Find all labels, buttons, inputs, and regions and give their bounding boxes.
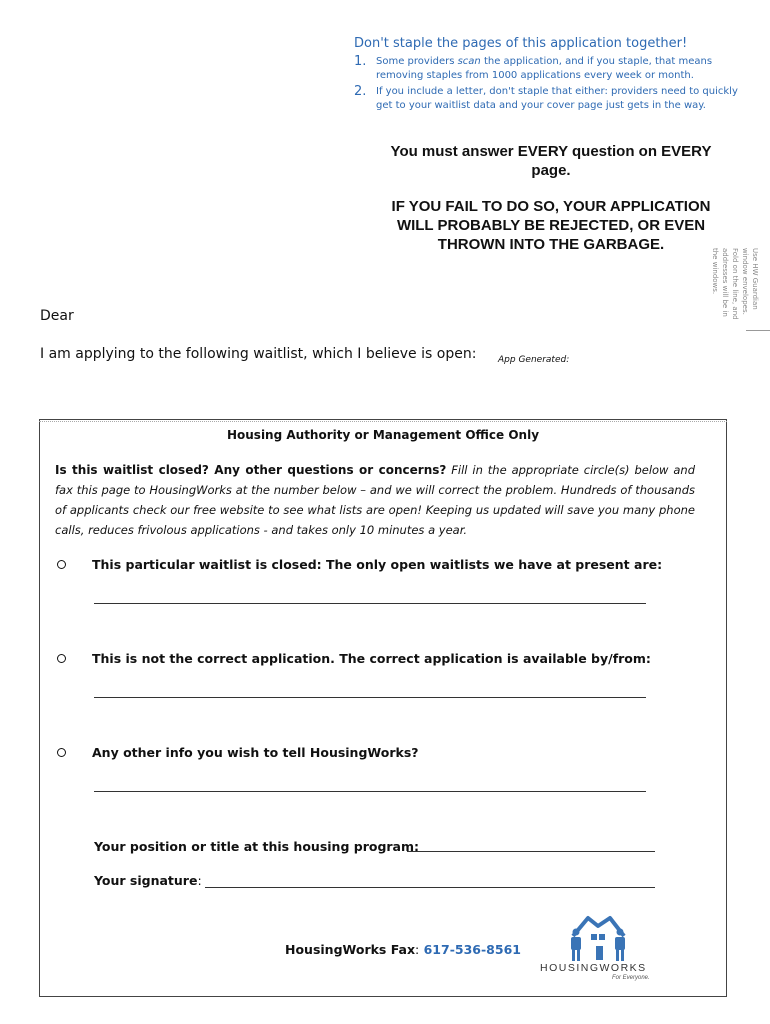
staple-notice-item bbox=[354, 85, 754, 113]
answer-every-question-warning: You must answer EVERY question on EVERY page. bbox=[390, 143, 712, 179]
staple-notice bbox=[354, 36, 754, 115]
open-waitlists-answer-line[interactable] bbox=[94, 603, 646, 604]
position-title-label: Your position or title at this housing program: bbox=[94, 839, 420, 854]
notice-item-text: Some providers bbox=[376, 56, 458, 67]
staple-notice-item bbox=[354, 55, 754, 83]
notice-item-text: If you include a letter, don't staple that either: providers need to quickly get to your waitlist data and your cover page just gets in the way. bbox=[376, 86, 738, 111]
signature-label-text: Your signature bbox=[94, 873, 198, 888]
rejection-warning: IF YOU FAIL TO DO SO, YOUR APPLICATION WILL PROBABLY BE REJECTED, OR EVEN THROWN INTO THE GARBAGE. bbox=[391, 198, 711, 253]
salutation: Dear bbox=[40, 308, 74, 324]
notice-item-number: 1. bbox=[354, 54, 367, 69]
office-instructions bbox=[55, 460, 695, 540]
position-title-field[interactable] bbox=[407, 851, 655, 852]
fax-colon: : bbox=[415, 942, 420, 957]
staple-notice-title: Don't staple the pages of this application together! bbox=[354, 36, 688, 51]
radio-circle-icon[interactable] bbox=[57, 654, 66, 663]
box-divider bbox=[39, 421, 727, 422]
housingworks-tagline: For Everyone. bbox=[612, 975, 650, 981]
instructions-question: Is this waitlist closed? Any other questions or concerns? bbox=[55, 463, 447, 477]
notice-item-text-cont: the application, and if you staple, that means removing staples from 1000 applications every week or month. bbox=[376, 56, 713, 81]
radio-circle-icon[interactable] bbox=[57, 560, 66, 569]
fax-line bbox=[285, 942, 521, 957]
option-label: Any other info you wish to tell HousingWorks? bbox=[92, 745, 419, 760]
other-info-answer-line[interactable] bbox=[94, 791, 646, 792]
radio-circle-icon[interactable] bbox=[57, 748, 66, 757]
signature-label bbox=[94, 873, 202, 888]
option-waitlist-closed[interactable] bbox=[57, 557, 662, 572]
option-other-info[interactable] bbox=[57, 745, 419, 760]
envelope-fold-note: Use HW Guardian window envelopes. Fold on the line, and addresses will be in the windows. bbox=[711, 248, 759, 320]
notice-item-emphasis: scan bbox=[457, 56, 481, 67]
fax-label: HousingWorks Fax bbox=[285, 942, 416, 957]
notice-item-number: 2. bbox=[354, 84, 367, 99]
fax-number: 617-536-8561 bbox=[423, 942, 521, 957]
housingworks-wordmark: HOUSINGWORKS bbox=[540, 962, 647, 974]
option-label: This particular waitlist is closed: The only open waitlists we have at present are: bbox=[92, 557, 663, 572]
office-only-title: Housing Authority or Management Office Only bbox=[226, 428, 540, 442]
signature-field[interactable] bbox=[205, 887, 655, 888]
option-wrong-application[interactable] bbox=[57, 651, 651, 666]
signature-colon: : bbox=[197, 873, 202, 888]
correct-application-answer-line[interactable] bbox=[94, 697, 646, 698]
fold-mark bbox=[746, 330, 770, 331]
applying-statement: I am applying to the following waitlist, which I believe is open: bbox=[40, 346, 477, 362]
instructions-text: Fill in the appropriate circle(s) below and fax this page to HousingWorks at the number below – and we will correct the problem. Hundreds of thousands of applicants check our free website to see what lists are open! Keeping us updated will save you many phone calls, reduces frivolous applications - and takes only 10 minutes a year. bbox=[55, 463, 696, 537]
app-generated-label: App Generated: bbox=[498, 355, 570, 365]
option-label: This is not the correct application. The correct application is available by/from: bbox=[92, 651, 651, 666]
